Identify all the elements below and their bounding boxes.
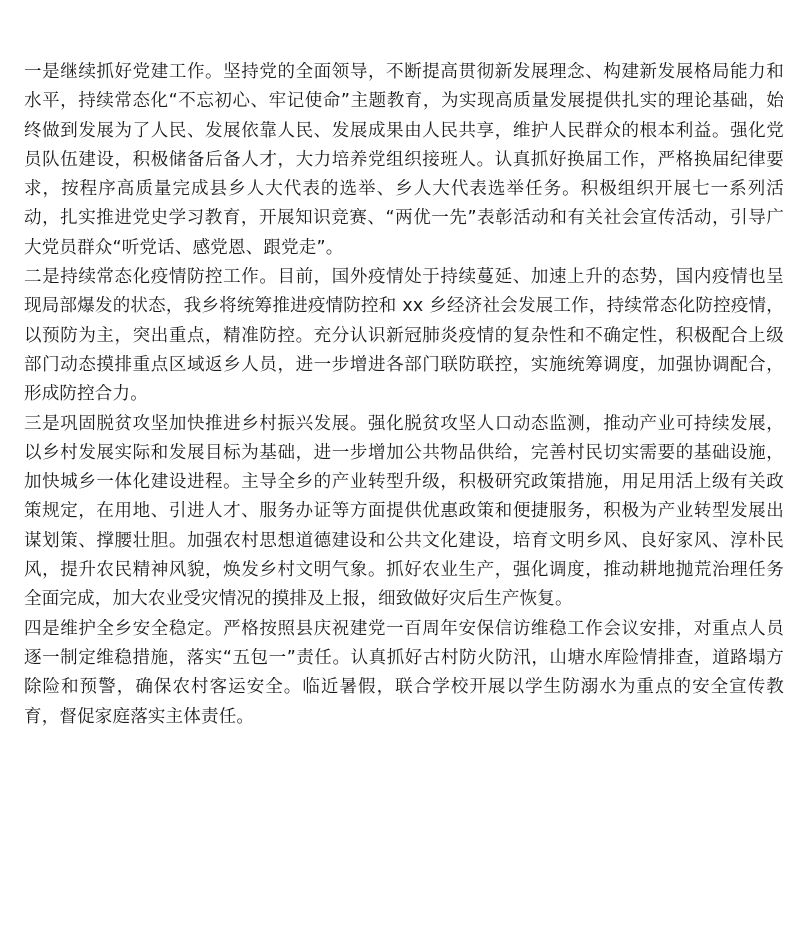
paragraph-party-building: 一是继续抓好党建工作。坚持党的全面领导，不断提高贯彻新发展理念、构建新发展格局能力和水平，持续常态化“不忘初心、牢记使命”主题教育，为实现高质量发展提供扎实的理论基础，始终做到发展为了人民、发展依靠人民、发展成果由人民共享，维护人民群众的根本利益。强化党员队伍建设，积极储备后备人才，大力培养党组织接班人。认真抓好换届工作，严格换届纪律要求，按程序高质量完成县乡人大代表的选举、乡人大代表选举任务。积极组织开展七一系列活动，扎实推进党史学习教育，开展知识竞赛、“两优一先”表彰活动和有关社会宣传活动，引导广大党员群众“听党话、感党恩、跟党走”。 xyxy=(24,62,784,258)
paragraph-safety-stability: 四是维护全乡安全稳定。严格按照县庆祝建党一百周年安保信访维稳工作会议安排，对重点人员逐一制定维稳措施，落实“五包一”责任。认真抓好古村防火防汛，山塘水库险情排查，道路塌方除险和预警，确保农村客运安全。临近暑假，联合学校开展以学生防溺水为重点的安全宣传教育，督促家庭落实主体责任。 xyxy=(24,618,784,727)
paragraph-epidemic-control: 二是持续常态化疫情防控工作。目前，国外疫情处于持续蔓延、加速上升的态势，国内疫情也呈现局部爆发的状态，我乡将统筹推进疫情防控和 xx 乡经济社会发展工作，持续常态化防控疫情，以预防为主，突出重点，精准防控。充分认识新冠肺炎疫情的复杂性和不确定性，积极配合上级部门动态摸排重点区域返乡人员，进一步增进各部门联防联控，实施统筹调度，加强协调配合，形成防控合力。 xyxy=(24,267,784,405)
page-header-fragment xyxy=(0,0,800,10)
paragraph-rural-revitalization: 三是巩固脱贫攻坚加快推进乡村振兴发展。强化脱贫攻坚人口动态监测，推动产业可持续发展，以乡村发展实际和发展目标为基础，进一步增加公共物品供给，完善村民切实需要的基础设施，加快城乡一体化建设进程。主导全乡的产业转型升级，积极研究政策措施，用足用活上级有关政策规定，在用地、引进人才、服务办证等方面提供优惠政策和便捷服务，积极为产业转型发展出谋划策、撑腰壮胆。加强农村思想道德建设和公共文化建设，培育文明乡风、良好家风、淳朴民风，提升农民精神风貌，焕发乡村文明气象。抓好农业生产，强化调度，推动耕地抛荒治理任务全面完成，加大农业受灾情况的摸排及上报，细致做好灾后生产恢复。 xyxy=(24,413,784,610)
document-body xyxy=(24,58,784,732)
